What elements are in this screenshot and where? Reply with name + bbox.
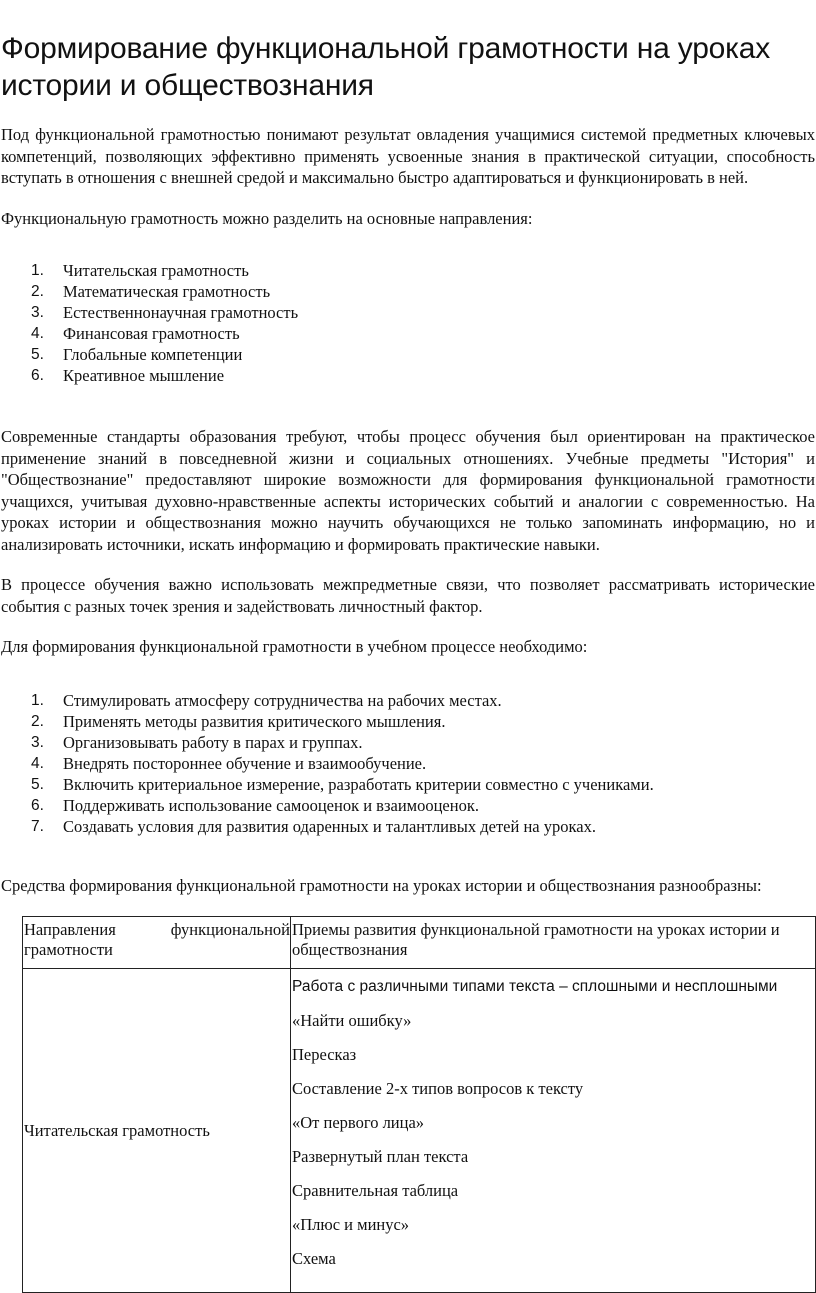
technique-item: Работа с различными типами текста – сплошными и несплошными: [292, 978, 778, 995]
list-item: 4. Внедрять постороннее обучение и взаимообучение.: [31, 753, 427, 773]
interdisciplinary-paragraph: В процессе обучения важно использовать межпредметные связи, что позволяет рассматривать исторические события с разных точек зрения и задействовать личностный фактор.: [1, 575, 815, 616]
means-lead: Средства формирования функциональной грамотности на уроках истории и обществознания разнообразны:: [1, 875, 762, 895]
header-directions: Направления функциональной грамотности: [23, 917, 291, 969]
list-item: 5. Включить критериальное измерение, разработать критерии совместно с учениками.: [31, 774, 654, 794]
list-item: 4. Финансовая грамотность: [31, 324, 240, 343]
list-item: 2. Применять методы развития критического мышления.: [31, 711, 446, 731]
list-item: 5. Глобальные компетенции: [31, 345, 243, 364]
techniques-table: [22, 916, 816, 1293]
technique-item: «Плюс и минус»: [292, 1215, 410, 1234]
technique-item: Схема: [292, 1249, 336, 1268]
technique-item: Развернутый план текста: [292, 1147, 469, 1166]
technique-item: Сравнительная таблица: [292, 1181, 459, 1200]
directions-lead: Функциональную грамотность можно разделить на основные направления:: [1, 208, 533, 228]
intro-paragraph: Под функциональной грамотностью понимают результат овладения учащимися системой предметных ключевых компетенций, позволяющих эффективно применять усвоенные знания в практической ситуации, способность вступать в отношения с внешней средой и максимально быстро адаптироваться и функционировать в ней.: [1, 125, 815, 187]
list-item: 6. Креативное мышление: [31, 366, 225, 385]
requirements-lead: Для формирования функциональной грамотности в учебном процессе необходимо:: [1, 637, 588, 656]
technique-item: Составление 2-х типов вопросов к тексту: [292, 1079, 584, 1098]
table-row: [23, 969, 816, 1293]
list-item: 7. Создавать условия для развития одаренных и талантливых детей на уроках.: [31, 816, 596, 836]
technique-item: Пересказ: [292, 1045, 357, 1064]
row-label-reading: Читательская грамотность: [23, 969, 291, 1293]
requirements-list: [0, 690, 816, 837]
techniques-cell: [291, 969, 816, 1293]
standards-paragraph: Современные стандарты образования требуют, чтобы процесс обучения был ориентирован на практическое применение знаний в повседневной жизни и социальных отношениях. Учебные предметы "История" и "Обществознание" предоставляют широкие возможности для формирования функциональной грамотности учащихся, учитывая духовно-нравственные аспекты исторических событий и аналогии с современностью. На уроках истории и обществознания можно научить обучающихся не только запоминать информацию, но и анализировать источники, искать информацию и формировать практические навыки.: [1, 427, 815, 554]
page-title: Формирование функциональной грамотности на уроках истории и обществознания: [1, 32, 771, 102]
list-item: 1. Читательская грамотность: [31, 261, 249, 280]
table-header-row: [23, 917, 816, 969]
header-techniques: Приемы развития функциональной грамотности на уроках истории и обществознания: [291, 917, 816, 969]
directions-list: [0, 260, 816, 386]
list-item: 3. Организовывать работу в парах и группах.: [31, 732, 363, 752]
technique-item: «От первого лица»: [292, 1113, 425, 1132]
list-item: 1. Стимулировать атмосферу сотрудничества на рабочих местах.: [31, 690, 502, 710]
list-item: 2. Математическая грамотность: [31, 282, 271, 301]
technique-item: «Найти ошибку»: [292, 1011, 412, 1030]
list-item: 3. Естественнонаучная грамотность: [31, 303, 299, 322]
list-item: 6. Поддерживать использование самооценок и взаимооценок.: [31, 795, 479, 815]
